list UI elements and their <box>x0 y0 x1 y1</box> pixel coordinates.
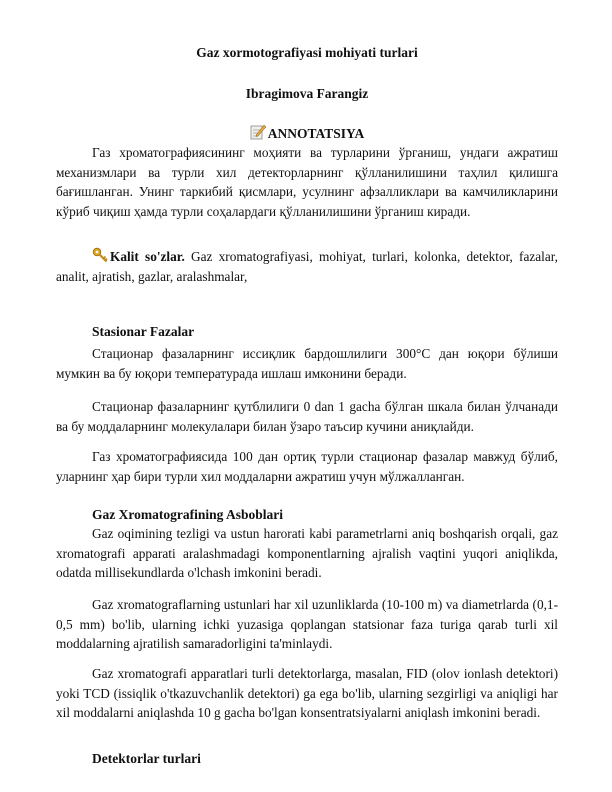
section-heading-instruments: Gaz Xromatografining Asboblari <box>92 507 284 522</box>
section-heading-detector-types: Detektorlar turlari <box>92 751 201 766</box>
memo-icon <box>250 124 266 140</box>
annotation-heading-row <box>56 124 558 142</box>
author-name: Ibragimova Farangiz <box>245 86 369 101</box>
instruments-paragraph-3: Gaz xromatografi apparatlari turli detektorlarga, masalan, FID (olov ionlash detektori) yoki TCD (issiqlik o'tkazuvchanlik detektori) ga ega bo'lib, ularning sezgirligi va aniqligi har xil moddalarni aniqlashda 10 g gacha bo'lgan konsentratsiyalarni aniqlash imkonini beradi. <box>56 666 558 720</box>
stationary-phases-paragraph-1: Стационар фазаларнинг иссиқлик бардошлилиги 300°C дан юқори бўлиши мумкин ва бу юқори температурада ишлаш имконини беради. <box>56 346 558 381</box>
document-title: Gaz xormotografiyasi mohiyati turlari <box>196 45 418 60</box>
stationary-phases-paragraph-3: Газ хроматографиясида 100 дан ортиқ турли стационар фазалар мавжуд бўлиб, уларнинг ҳар бири турли хил моддаларни ажратиш учун мўлжалланган. <box>56 449 558 484</box>
stationary-phases-paragraph-2: Стационар фазаларнинг қутблилиги 0 dan 1 gacha бўлган шкала билан ўлчанади ва бу моддаларнинг молекулалари билан ўзаро таъсир кучини аниқлайди. <box>56 399 558 434</box>
annotation-heading: ANNOTATSIYA <box>267 126 365 141</box>
annotation-text: Газ хроматографиясининг моҳияти ва турларини ўрганиш, ундаги ажратиш механизмлари ва турли хил детекторларнинг қўлланилишини таҳлил қилишга бағишланган. Унинг таркибий қисмлари, усулнинг афзалликлари ва камчиликларини кўриб чиқиш ҳамда турли соҳалардаги қўлланилишини ўрганиш киради. <box>56 145 558 219</box>
keywords-label: Kalit so'zlar. <box>110 249 185 264</box>
key-icon <box>92 247 108 263</box>
instruments-paragraph-1: Gaz oqimining tezligi va ustun harorati kabi parametrlarni aniq boshqarish orqali, gaz xromatografi apparati aralashmadagi komponentlarning ajralish vaqtini yuqori aniqlikda, odatda millisekundlarda o'lchash imkonini beradi. <box>56 526 558 580</box>
keywords-text: Gaz xromatografiyasi, mohiyat, turlari, kolonka, detektor, fazalar, analit, ajratish, gazlar, aralashmalar, <box>56 249 558 284</box>
keywords-paragraph <box>56 247 558 286</box>
section-heading-stationary-phases: Stasionar Fazalar <box>92 324 195 339</box>
instruments-paragraph-2: Gaz xromatograflarning ustunlari har xil uzunliklarda (10-100 m) va diametrlarda (0,1-0,5 mm) bo'lib, ularning ichki yuzasiga qoplangan statsionar faza turiga qarab turli xil moddalarning ajratilish samaradorligini ta'minlaydi. <box>56 597 558 651</box>
